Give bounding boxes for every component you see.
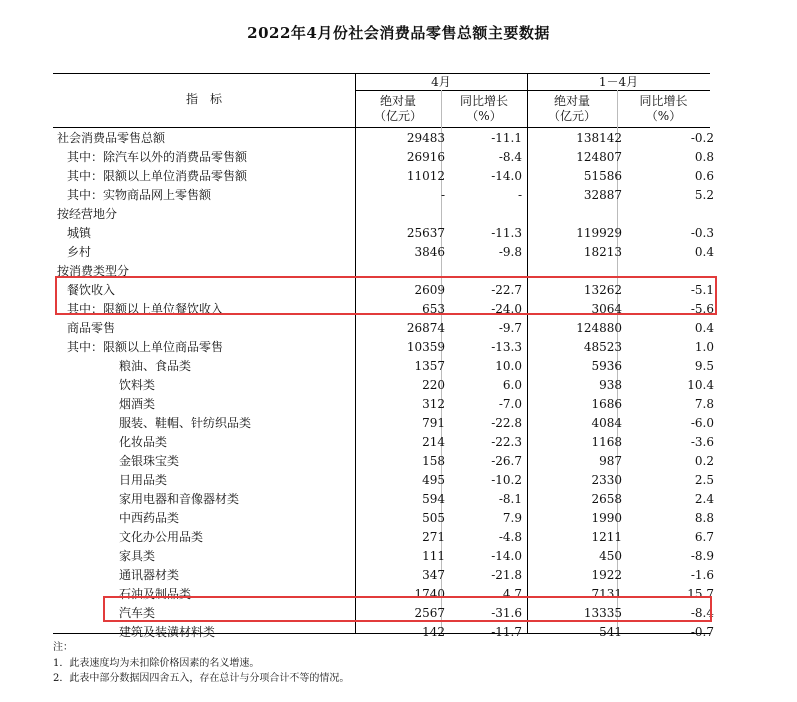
row-yoy-month: -22.8 bbox=[491, 416, 522, 430]
row-yoy-month: -14.0 bbox=[491, 549, 522, 563]
table-row bbox=[53, 509, 714, 528]
table-row bbox=[53, 623, 714, 642]
row-name: 建筑及装潢材料类 bbox=[119, 625, 216, 639]
row-name: 金银珠宝类 bbox=[119, 454, 180, 468]
row-abs-month: 220 bbox=[422, 378, 445, 392]
row-abs-month: 2567 bbox=[414, 606, 445, 620]
row-abs-month: 10359 bbox=[406, 340, 445, 354]
row-abs-month: 142 bbox=[422, 625, 445, 639]
row-yoy-month: -10.2 bbox=[491, 473, 522, 487]
row-abs-month: 111 bbox=[422, 549, 445, 563]
row-abs-cumulative: 18213 bbox=[583, 245, 622, 259]
row-name: 其中：实物商品网上零售额 bbox=[67, 188, 212, 202]
row-yoy-month: -13.3 bbox=[491, 340, 522, 354]
row-yoy-month: 7.9 bbox=[502, 511, 522, 525]
row-abs-cumulative: 32887 bbox=[583, 188, 622, 202]
row-yoy-cumulative: -0.3 bbox=[690, 226, 714, 240]
abs-unit-a: （亿元） bbox=[373, 109, 422, 123]
row-yoy-month: -24.0 bbox=[491, 302, 522, 316]
table-row bbox=[53, 148, 714, 167]
yoy-unit-a: （%） bbox=[466, 109, 502, 123]
row-yoy-cumulative: -5.1 bbox=[690, 283, 714, 297]
row-name: 家用电器和音像器材类 bbox=[119, 492, 240, 506]
row-yoy-cumulative: 5.2 bbox=[694, 188, 714, 202]
row-name: 乡村 bbox=[67, 245, 92, 259]
row-yoy-month: -8.4 bbox=[498, 150, 522, 164]
row-abs-month: 1740 bbox=[414, 587, 445, 601]
highlight-catering bbox=[55, 276, 717, 315]
row-yoy-month: 6.0 bbox=[502, 378, 522, 392]
row-abs-cumulative: 51586 bbox=[583, 169, 622, 183]
row-yoy-cumulative: -8.9 bbox=[690, 549, 714, 563]
row-abs-cumulative: 987 bbox=[599, 454, 622, 468]
row-yoy-month: -11.1 bbox=[491, 131, 522, 145]
notes-head: 注： bbox=[53, 642, 73, 653]
table-row bbox=[53, 395, 714, 414]
row-name: 商品零售 bbox=[67, 321, 116, 335]
row-abs-month: 214 bbox=[422, 435, 445, 449]
row-abs-cumulative: 1211 bbox=[591, 530, 622, 544]
row-yoy-cumulative: 0.4 bbox=[694, 321, 714, 335]
table-row bbox=[53, 414, 714, 433]
row-yoy-cumulative: -5.6 bbox=[690, 302, 714, 316]
row-abs-month: 312 bbox=[422, 397, 445, 411]
data-table bbox=[53, 129, 714, 642]
row-yoy-cumulative: -0.7 bbox=[690, 625, 714, 639]
row-abs-cumulative: 4084 bbox=[591, 416, 622, 430]
row-yoy-month: -11.3 bbox=[491, 226, 522, 240]
table-body bbox=[53, 129, 714, 642]
row-abs-month: 26874 bbox=[406, 321, 445, 335]
row-abs-cumulative: 138142 bbox=[576, 131, 622, 145]
row-yoy-month: -9.8 bbox=[498, 245, 522, 259]
row-abs-cumulative: 2330 bbox=[591, 473, 622, 487]
row-yoy-cumulative: 7.8 bbox=[694, 397, 714, 411]
row-abs-cumulative: 1168 bbox=[591, 435, 622, 449]
row-abs-month: 505 bbox=[422, 511, 445, 525]
row-yoy-month bbox=[445, 205, 522, 224]
row-yoy-month: - bbox=[517, 188, 522, 202]
row-yoy-cumulative: 10.4 bbox=[687, 378, 714, 392]
row-abs-month: 3846 bbox=[414, 245, 445, 259]
table-row bbox=[53, 167, 714, 186]
table-row bbox=[53, 547, 714, 566]
row-name: 城镇 bbox=[67, 226, 92, 240]
row-yoy-cumulative: 0.4 bbox=[694, 245, 714, 259]
row-abs-month: 158 bbox=[422, 454, 445, 468]
row-abs-cumulative: 1686 bbox=[591, 397, 622, 411]
row-abs-cumulative: 13335 bbox=[583, 606, 622, 620]
row-name: 其中：除汽车以外的消费品零售额 bbox=[67, 150, 248, 164]
row-name: 汽车类 bbox=[119, 606, 156, 620]
row-yoy-month: -11.7 bbox=[491, 625, 522, 639]
table-row bbox=[53, 186, 714, 205]
row-name: 通讯器材类 bbox=[119, 568, 180, 582]
row-name: 日用品类 bbox=[119, 473, 168, 487]
row-abs-cumulative: 3064 bbox=[591, 302, 622, 316]
row-yoy-cumulative: 2.5 bbox=[694, 473, 714, 487]
row-name: 其中：限额以上单位商品零售 bbox=[67, 340, 224, 354]
abs-label-b: 绝对量 bbox=[553, 94, 590, 108]
row-yoy-month: -21.8 bbox=[491, 568, 522, 582]
table-top-rule bbox=[53, 73, 710, 74]
row-yoy-month: -7.0 bbox=[498, 397, 522, 411]
row-yoy-cumulative: -1.6 bbox=[690, 568, 714, 582]
row-abs-cumulative bbox=[522, 205, 622, 224]
table-row bbox=[53, 357, 714, 376]
highlight-auto bbox=[103, 596, 712, 622]
row-abs-cumulative: 7131 bbox=[591, 587, 622, 601]
row-abs-month bbox=[357, 205, 445, 224]
table-row bbox=[53, 319, 714, 338]
table-header-rule bbox=[53, 127, 710, 128]
row-name: 其中：限额以上单位消费品零售额 bbox=[67, 169, 248, 183]
table-row bbox=[53, 528, 714, 547]
row-name: 服装、鞋帽、针纺织品类 bbox=[119, 416, 252, 430]
row-abs-cumulative: 13262 bbox=[583, 283, 622, 297]
row-yoy-cumulative: -0.2 bbox=[690, 131, 714, 145]
row-yoy-month: -22.3 bbox=[491, 435, 522, 449]
row-abs-cumulative: 48523 bbox=[583, 340, 622, 354]
note-1: 1．此表速度均为未扣除价格因素的名义增速。 bbox=[53, 658, 260, 669]
abs-unit-b: （亿元） bbox=[547, 109, 596, 123]
row-abs-month: 495 bbox=[422, 473, 445, 487]
row-abs-cumulative: 5936 bbox=[591, 359, 622, 373]
table-row bbox=[53, 490, 714, 509]
row-yoy-cumulative: 1.0 bbox=[694, 340, 714, 354]
yoy-label-a: 同比增长 bbox=[459, 94, 508, 108]
period-b-header: 1－4月 bbox=[598, 75, 639, 89]
row-abs-month: 25637 bbox=[406, 226, 445, 240]
row-yoy-cumulative bbox=[622, 205, 714, 224]
row-abs-month: 29483 bbox=[406, 131, 445, 145]
row-abs-cumulative: 450 bbox=[599, 549, 622, 563]
row-yoy-month: -4.8 bbox=[498, 530, 522, 544]
row-yoy-cumulative: 8.8 bbox=[694, 511, 714, 525]
row-abs-month: 594 bbox=[422, 492, 445, 506]
row-abs-cumulative: 2658 bbox=[591, 492, 622, 506]
row-yoy-month: -26.7 bbox=[491, 454, 522, 468]
row-name: 按消费类型分 bbox=[57, 264, 130, 278]
row-yoy-month: -31.6 bbox=[491, 606, 522, 620]
row-yoy-month: -14.0 bbox=[491, 169, 522, 183]
row-yoy-month: -9.7 bbox=[498, 321, 522, 335]
row-name: 化妆品类 bbox=[119, 435, 168, 449]
row-abs-month: 26916 bbox=[406, 150, 445, 164]
row-yoy-month: -8.1 bbox=[498, 492, 522, 506]
row-abs-cumulative: 541 bbox=[599, 625, 622, 639]
row-name: 粮油、食品类 bbox=[119, 359, 192, 373]
row-yoy-cumulative: -6.0 bbox=[690, 416, 714, 430]
row-name: 其中：限额以上单位餐饮收入 bbox=[67, 302, 224, 316]
row-name: 石油及制品类 bbox=[119, 587, 192, 601]
table-row bbox=[53, 338, 714, 357]
row-yoy-cumulative: 15.7 bbox=[687, 587, 714, 601]
row-name: 饮料类 bbox=[119, 378, 156, 392]
table-row bbox=[53, 224, 714, 243]
indicator-header: 指 标 bbox=[185, 92, 222, 106]
yoy-label-b: 同比增长 bbox=[639, 94, 688, 108]
row-abs-cumulative: 119929 bbox=[576, 226, 622, 240]
row-abs-month: 271 bbox=[422, 530, 445, 544]
table-row bbox=[53, 243, 714, 262]
page-title: 2022年4月份社会消费品零售总额主要数据 bbox=[247, 24, 550, 42]
table-row bbox=[53, 129, 714, 148]
table-row bbox=[53, 452, 714, 471]
row-name: 文化办公用品类 bbox=[119, 530, 204, 544]
row-name: 烟酒类 bbox=[119, 397, 156, 411]
row-abs-month: 11012 bbox=[406, 169, 445, 183]
row-yoy-cumulative: 2.4 bbox=[694, 492, 714, 506]
row-yoy-month: -22.7 bbox=[491, 283, 522, 297]
row-abs-cumulative: 124807 bbox=[576, 150, 622, 164]
row-abs-month: 347 bbox=[422, 568, 445, 582]
row-yoy-cumulative: 6.7 bbox=[694, 530, 714, 544]
table-row bbox=[53, 433, 714, 452]
row-name: 餐饮收入 bbox=[67, 283, 116, 297]
row-name: 家具类 bbox=[119, 549, 156, 563]
table-row bbox=[53, 471, 714, 490]
row-abs-cumulative: 1990 bbox=[591, 511, 622, 525]
row-yoy-cumulative: -3.6 bbox=[690, 435, 714, 449]
period-divider-rule bbox=[355, 90, 710, 91]
table-row bbox=[53, 376, 714, 395]
row-abs-month: 1357 bbox=[414, 359, 445, 373]
abs-label-a: 绝对量 bbox=[379, 94, 416, 108]
table-row bbox=[53, 205, 714, 224]
row-abs-cumulative: 124880 bbox=[576, 321, 622, 335]
row-yoy-cumulative: 0.6 bbox=[694, 169, 714, 183]
period-a-header: 4月 bbox=[431, 75, 451, 89]
row-abs-month: 2609 bbox=[414, 283, 445, 297]
row-name: 中西药品类 bbox=[119, 511, 180, 525]
note-2: 2．此表中部分数据因四舍五入，存在总计与分项合计不等的情况。 bbox=[53, 673, 350, 684]
row-yoy-month: 10.0 bbox=[495, 359, 522, 373]
row-yoy-cumulative: 9.5 bbox=[694, 359, 714, 373]
yoy-unit-b: （%） bbox=[645, 109, 682, 123]
row-abs-month: 791 bbox=[422, 416, 445, 430]
table-row bbox=[53, 566, 714, 585]
row-name: 按经营地分 bbox=[57, 207, 118, 221]
row-abs-month: - bbox=[440, 188, 445, 202]
row-yoy-cumulative: 0.8 bbox=[694, 150, 714, 164]
row-abs-month: 653 bbox=[422, 302, 445, 316]
row-yoy-cumulative: 0.2 bbox=[694, 454, 714, 468]
row-abs-cumulative: 1922 bbox=[591, 568, 622, 582]
row-yoy-cumulative: -8.4 bbox=[690, 606, 714, 620]
row-name: 社会消费品零售总额 bbox=[57, 131, 166, 145]
row-abs-cumulative: 938 bbox=[599, 378, 622, 392]
row-yoy-month: 4.7 bbox=[502, 587, 522, 601]
